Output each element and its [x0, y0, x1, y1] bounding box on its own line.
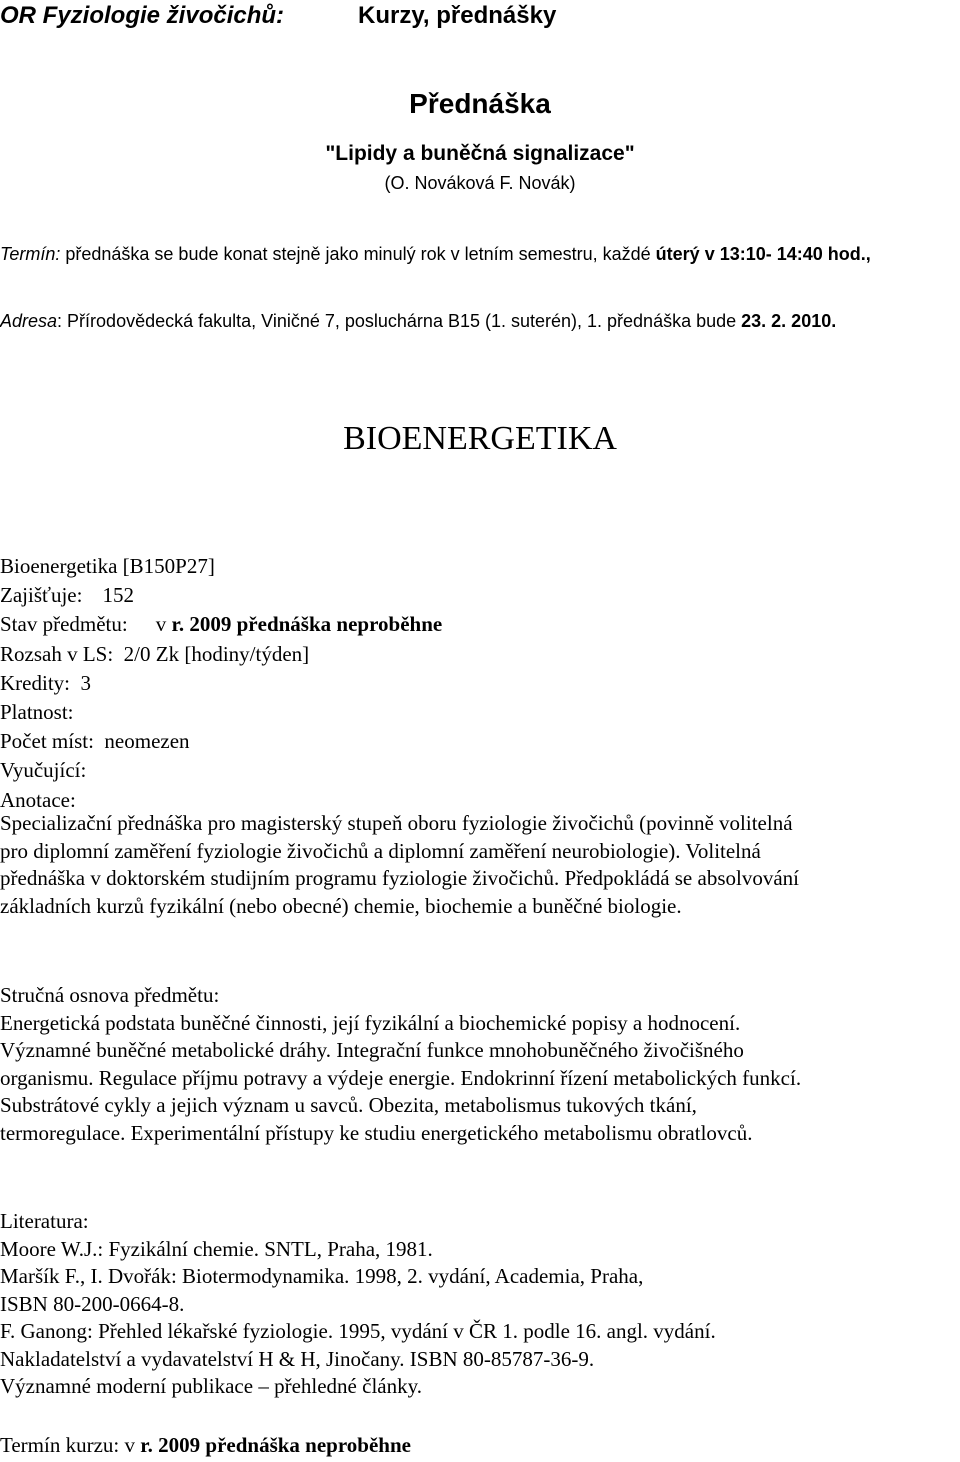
lecture-authors: (O. Nováková F. Novák)	[384, 173, 576, 193]
annotation-line: Specializační přednáška pro magisterský stupeň oboru fyziologie živočichů (povinně volitelná	[0, 811, 793, 835]
literature-line: Nakladatelství a vydavatelství H & H, Jinočany. ISBN 80-85787-36-9.	[0, 1346, 595, 1371]
credits-value: 3	[80, 670, 91, 695]
term-value: r. 2009 přednáška neproběhne	[140, 1433, 411, 1457]
schedule-time: úterý v 13:10- 14:40 hod.	[655, 244, 866, 264]
literature-line: Významné moderní publikace – přehledné články.	[0, 1374, 422, 1398]
schedule-text: přednáška se bude konat stejně jako minulý rok v letním semestru, každé	[60, 244, 656, 264]
credits-label: Kredity:	[0, 670, 70, 695]
term-label: Termín kurzu:	[0, 1433, 120, 1457]
address-label: Adresa	[0, 311, 58, 331]
scope-value: 2/0 Zk [hodiny/týden]	[123, 641, 310, 666]
lecture-schedule	[0, 240, 955, 268]
literature-section	[0, 1208, 955, 1401]
course-term-line	[0, 1433, 411, 1458]
course-code-line: Bioenergetika [B150P27]	[0, 554, 215, 578]
lecture-name: "Lipidy a buněčná signalizace"	[325, 142, 635, 165]
course-validity-row: Platnost:	[0, 700, 74, 725]
annotation-line: základních kurzů fyzikální (nebo obecné) chemie, biochemie a buněčné biologie.	[0, 893, 682, 918]
outline-label: Stručná osnova předmětu:	[0, 983, 220, 1007]
course-scope-row	[0, 640, 955, 669]
seats-value: neomezen	[104, 729, 190, 754]
term-prefix: v	[119, 1433, 141, 1457]
course-annotation-label: Anotace:	[0, 787, 76, 812]
status-label: Stav předmětu:	[0, 612, 128, 637]
literature-label: Literatura:	[0, 1209, 89, 1233]
outline-line: organismu. Regulace příjmu potravy a výdeje energie. Endokrinní řízení metabolických funkcí.	[0, 1065, 802, 1090]
lecture-address	[0, 311, 836, 332]
page-header-subtitle: Kurzy, přednášky	[358, 2, 557, 29]
course-credits-row	[0, 669, 955, 698]
course-status-row	[0, 610, 955, 639]
annotation-paragraph	[0, 810, 955, 920]
outline-section	[0, 982, 955, 1147]
seats-label: Počet míst:	[0, 729, 94, 754]
literature-line: F. Ganong: Přehled lékařské fyziologie. 1995, vydání v ČR 1. podle 16. angl. vydání.	[0, 1319, 716, 1343]
status-prefix: v	[155, 612, 172, 637]
literature-line: Moore W.J.: Fyzikální chemie. SNTL, Praha, 1981.	[0, 1236, 433, 1261]
course-info	[0, 552, 955, 815]
provider-value: 152	[102, 583, 134, 608]
scope-label: Rozsah v LS:	[0, 641, 114, 666]
schedule-label: Termín:	[0, 244, 61, 264]
outline-line: Významné buněčné metabolické dráhy. Integrační funkce mnohobuněčného živočišného	[0, 1038, 744, 1062]
outline-line: Energetická podstata buněčné činnosti, její fyzikální a biochemické popisy a hodnocení.	[0, 1010, 741, 1035]
literature-line: Maršík F., I. Dvořák: Biotermodynamika. 1998, 2. vydání, Academia, Praha,	[0, 1264, 644, 1288]
outline-line: Substrátové cykly a jejich význam u savců. Obezita, metabolismus tukových tkání,	[0, 1093, 697, 1117]
literature-line: ISBN 80-200-0664-8.	[0, 1291, 185, 1316]
course-seats-row	[0, 727, 955, 756]
course-title: BIOENERGETIKA	[343, 420, 617, 457]
address-text: : Přírodovědecká fakulta, Viničné 7, posluchárna B15 (1. suterén), 1. přednáška bude	[57, 311, 742, 331]
course-teachers-row: Vyučující:	[0, 758, 87, 783]
annotation-line: pro diplomní zaměření fyziologie živočichů a diplomní zaměření neurobiologie). Volitelná	[0, 838, 761, 863]
course-provider-row	[0, 581, 955, 610]
schedule-tail: ,	[865, 244, 871, 264]
page-header-title: OR Fyziologie živočichů:	[0, 2, 285, 29]
status-value: r. 2009 přednáška neproběhne	[171, 612, 443, 637]
annotation-line: přednáška v doktorském studijním programu fyziologie živočichů. Předpokládá se absolvování	[0, 866, 799, 890]
address-date: 23. 2. 2010.	[741, 311, 837, 331]
outline-line: termoregulace. Experimentální přístupy ke studiu energetického metabolismu obratlovců.	[0, 1120, 753, 1145]
lecture-heading: Přednáška	[409, 88, 551, 119]
provider-label: Zajišťuje:	[0, 583, 83, 608]
